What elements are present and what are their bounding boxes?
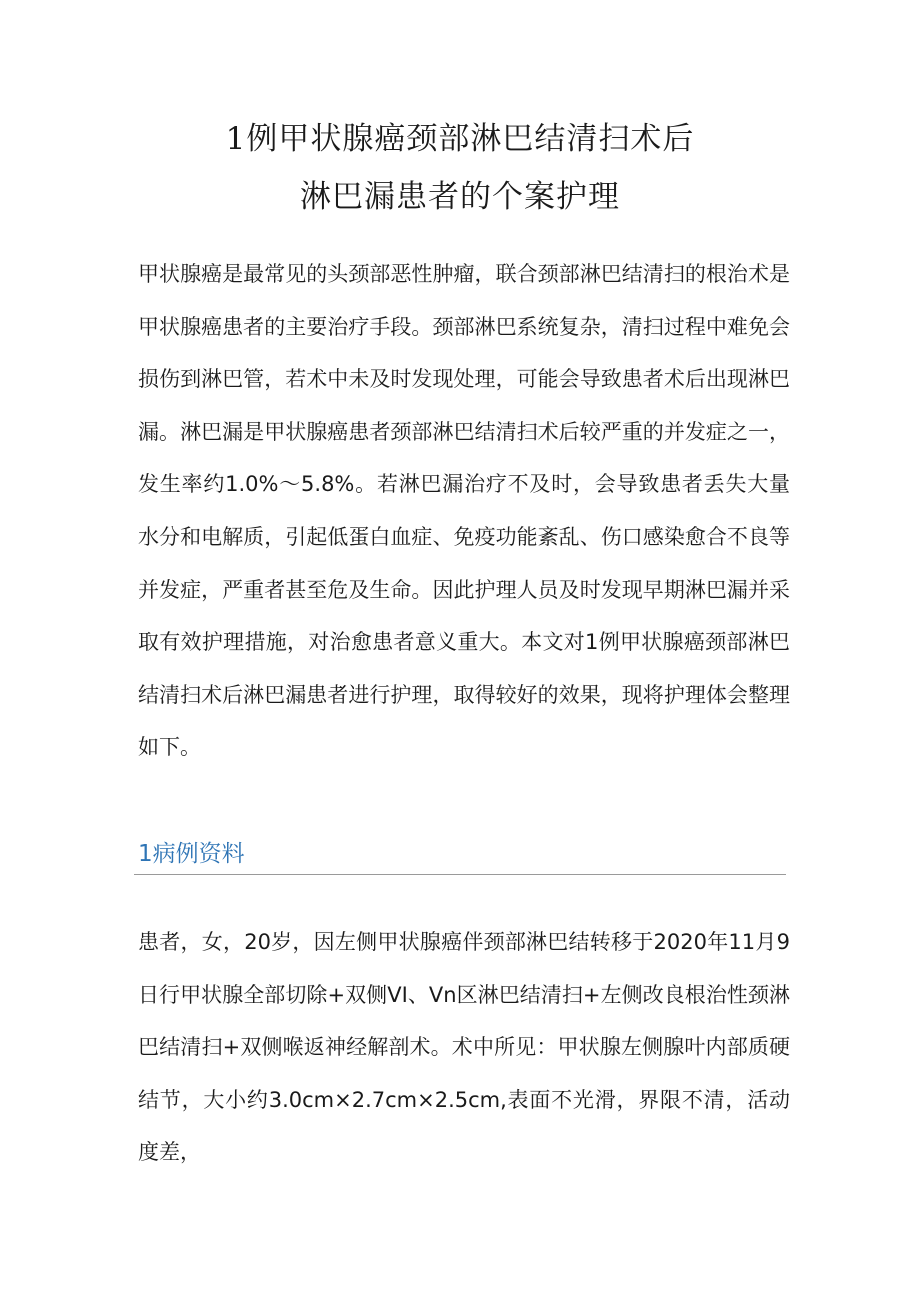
- intro-paragraph: 甲状腺癌是最常见的头颈部恶性肿瘤，联合颈部淋巴结清扫的根治术是甲状腺癌患者的主要治疗手段。颈部淋巴系统复杂，清扫过程中难免会损伤到淋巴管，若术中未及时发现处理，可能会导致患者术后出现淋巴漏。淋巴漏是甲状腺癌患者颈部淋巴结清扫术后较严重的并发症之一，发生率约1.0%～5.8%。若淋巴漏治疗不及时，会导致患者丢失大量水分和电解质，引起低蛋白血症、免疫功能紊乱、伤口感染愈合不良等并发症，严重者甚至危及生命。因此护理人员及时发现早期淋巴漏并采取有效护理措施，对治愈患者意义重大。本文对1例甲状腺癌颈部淋巴结清扫术后淋巴漏患者进行护理，取得较好的效果，现将护理体会整理如下。: [138, 262, 790, 760]
- title-line-2: 淋巴漏患者的个案护理: [300, 179, 620, 215]
- section-heading-case-data: 1病例资料: [138, 841, 245, 867]
- document-title: [0, 110, 920, 226]
- title-line-1: 1例甲状腺癌颈部淋巴结清扫术后: [225, 121, 695, 157]
- case-data-paragraph: 患者，女，20岁，因左侧甲状腺癌伴颈部淋巴结转移于2020年11月9日行甲状腺全部切除+双侧VI、Vn区淋巴结清扫+左侧改良根治性颈淋巴结清扫+双侧喉返神经解剖术。术中所见：甲状腺左侧腺叶内部质硬结节，大小约3.0cm×2.7cm×2.5cm,表面不光滑，界限不清，活动度差，: [138, 930, 790, 1165]
- section-divider: [134, 874, 786, 875]
